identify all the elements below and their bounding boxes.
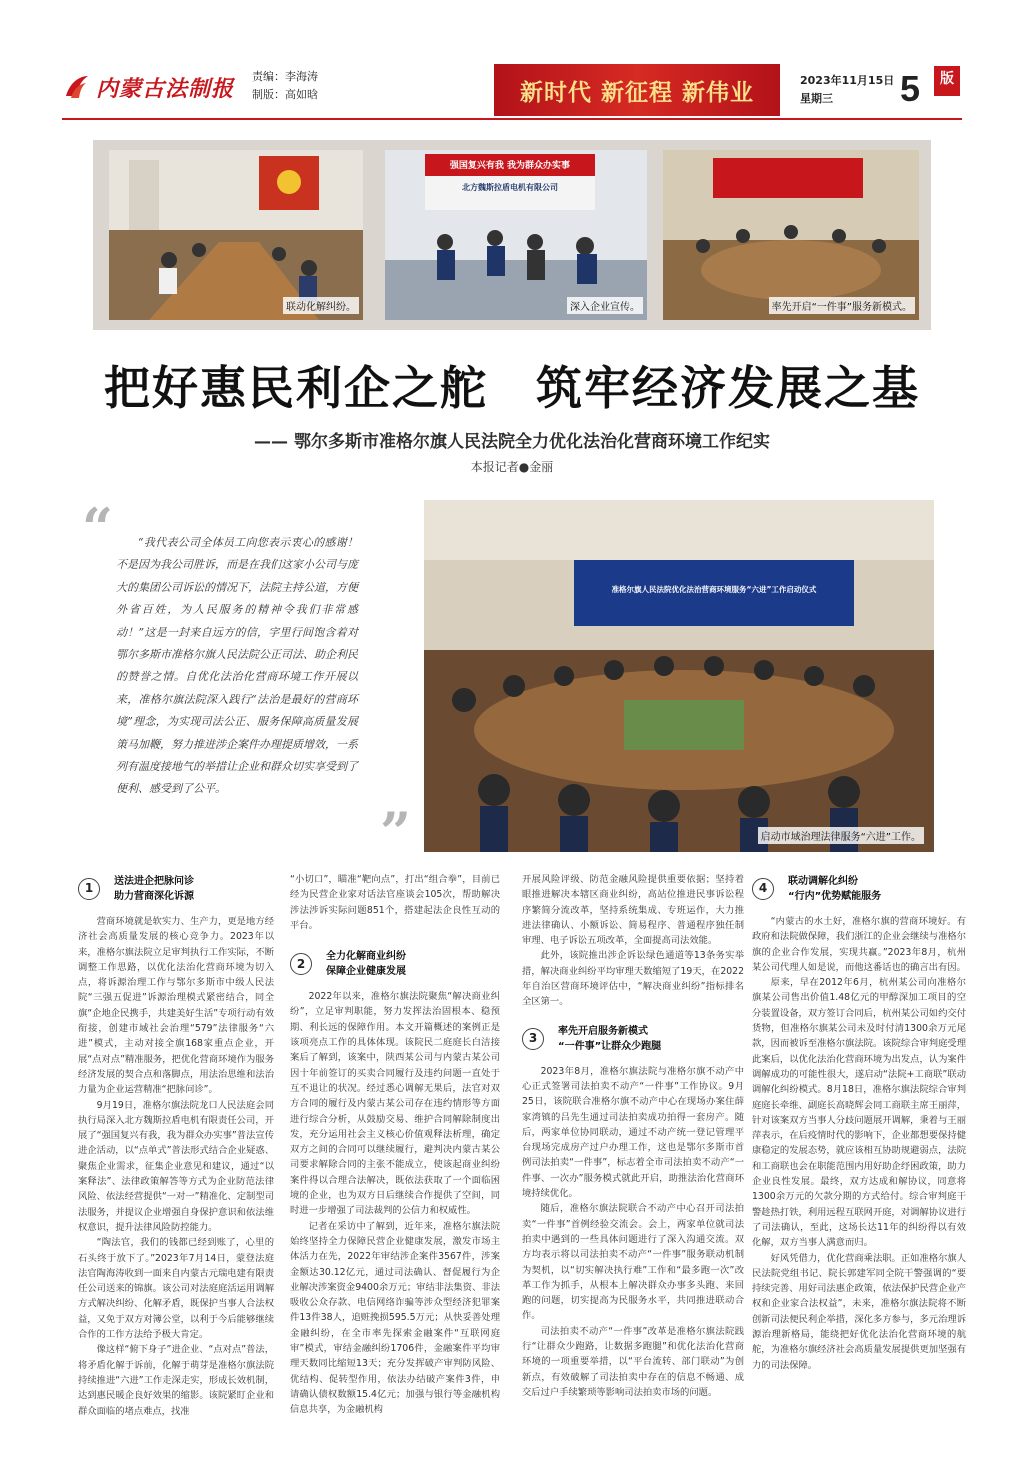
- page-number-block: [896, 66, 960, 114]
- paragraph: 司法拍卖不动产“一件事”改革是准格尔旗法院践行“让群众少跑路，让数据多跑腿”和优化法治化营商环境的一项重要举措，以“平台流转、部门联动”为创新点，有效破解了司法拍卖中存在的信息不畅通、成交后过户手续繁琐等影响司法拍卖市场的问题。: [522, 1325, 744, 1398]
- company-name: 北方魏斯拉盾电机有限公司: [462, 183, 558, 192]
- photo-caption: 率先开启“一件事”服务新模式。: [769, 297, 915, 314]
- page-number: 5: [900, 68, 921, 109]
- page-label: 版: [934, 66, 960, 96]
- section-title: 率先开启服务新模式 “一件事”让群众少跑腿: [558, 1025, 662, 1052]
- paragraph: “小切口”，瞄准“靶向点”，打出“组合拳”，目前已经为民营企业家对话法官座谈会105次，帮助解决涉法涉诉实际问题851个，搭建起法企良性互动的平台。: [290, 874, 500, 931]
- article-headline: 把好惠民利企之舵 筑牢经济发展之基: [104, 361, 920, 415]
- paragraph: 记者在采访中了解到，近年来，准格尔旗法院始终坚持全力保障民营企业健康发展，激发市场主体活力在先，2022年审结涉企案件3567件，涉案金额达30.12亿元，通过司法确认、督促履行为企业解决涉案资金9400余万元；审结非法集资、非法吸收公众存款、电信网络诈骗等涉众型经济犯罪案件13件38人，追赃挽损595.5万元；从快妥善处理金融纠纷，在全市率先探索金融案件“互联网庭审”模式，审结金融纠纷1706件，金融案件平均审理天数同比缩短13天；充分发挥破产审判防风险、优结构、促转型作用，依法办结破产案件3件，申请确认债权数额15.4亿元；加强与银行等金融机构信息共享，为金融机构: [290, 1220, 500, 1416]
- section-heading-1: [78, 872, 274, 914]
- paragraph: 9月19日，准格尔旗法院龙口人民法庭会同执行局深入北方魏斯拉盾电机有限责任公司，开展了“强国复兴有我，我为群众办实事”普法宣传进企活动，以“点单式”普法形式结合企业疑惑、聚焦企业需求，征集企业意见和建议，通过“以案释法”、法律政策解答等方式为企业防范法律风险、依法经营提供“一对一”精准化、定制型司法服务，并提议企业增强自身保护意识和依法维权意识，提升法律风险防控能力。: [78, 1099, 274, 1233]
- main-photo-caption: 启动市域治理法律服务“六进”工作。: [758, 827, 924, 844]
- paragraph: 此外，该院推出涉企诉讼绿色通道等13条务实举措，解决商业纠纷平均审理天数缩短了19天，在2022年自治区营商环境评估中，“解决商业纠纷”指标排名全区第一。: [522, 950, 744, 1008]
- section-heading-3: [522, 1022, 744, 1064]
- editor-credits: [252, 68, 318, 104]
- section-number: 2: [290, 953, 312, 975]
- paragraph: 2023年8月，准格尔旗法院与准格尔旗不动产中心正式签署司法拍卖不动产“一件事”工作协议。9月25日，该院联合准格尔旗不动产中心在现场办案住薛家湾镇的吕先生通过司法拍卖成功拍得一套房产。随后，两家单位协同联动，通过不动产统一登记管理平台现场完成房产过户办理工作，这也是鄂尔多斯市首例司法拍卖“一件事”，标志着全市司法拍卖不动产“一件事、一次办”服务模式就此开启，助推法治化营商环境持续优化。: [522, 1065, 744, 1200]
- layout-editor-line: 制版：高如晗: [252, 88, 318, 101]
- column-3: [522, 872, 744, 1462]
- paragraph: 随后，准格尔旗法院联合不动产中心召开司法拍卖“一件事”首例经验交流会。会上，两家单位就司法拍卖中遇到的一些具体问题进行了深入沟通交流。双方均表示将以司法拍卖不动产“一件事”服务联动机制为契机，以“切实解决执行难”工作和“最多跑一次”改革工作为抓手，从根本上解决群众办事多头跑、来回跑的问题，切实提高为民服务水平，共同推进联动合作。: [522, 1203, 744, 1322]
- issue-date: [800, 72, 894, 108]
- launch-ceremony-image: [424, 500, 934, 852]
- banner-slogan: 强国复兴有我 我为群众办实事: [449, 161, 571, 171]
- header-rule: [62, 118, 962, 120]
- paragraph: 原来，早在2012年6月，杭州某公司向准格尔旗某公司售出价值1.48亿元的甲醇深加工项目的空分装置设备，双方签订合同后，杭州某公司如约交付货物，但准格尔旗某公司未及时付清1300余万元尾款，因而被诉至准格尔旗法院。该院综合审判庭受理此案后，以优化法治化营商环境为出发点，认为案件调解成功的可能性很大，遂启动“法院+工商联”联动调解化纠纷模式。8月18日，准格尔旗法院综合审判庭庭长牵维、副庭长高晓辉会同工商联主席王丽萍，针对该案双方当事人分歧问题展开调解，秉着与王丽萍表示，在后疫情时代的影响下，企业都想要保持健康稳定的发展态势，就应该相互协助规避弱点，法院和工商联也会在职能范围内用好助企纾困政策，助力企业良性发展。最终，双方达成和解协议，同意将1300余万元的欠款分期的方式给付。综合审判庭干警趁热打铁，利用远程互联网开庭，对调解协议进行了司法确认，至此，这场长达11年的纠纷得以有效化解，双方当事人满意而归。: [752, 977, 966, 1249]
- newspaper-logo-icon: [62, 72, 92, 102]
- enterprise-visit-image: [385, 150, 647, 320]
- photo-caption: 联动化解纠纷。: [283, 297, 359, 314]
- column-4: [752, 872, 966, 1462]
- section-heading-4: [752, 872, 966, 914]
- section-title: 联动调解化纠纷 “行内”优势赋能服务: [788, 876, 882, 902]
- section-heading-2: [290, 947, 500, 989]
- paragraph: “内蒙古的水土好，准格尔旗的营商环境好。有政府和法院做保障，我们浙江的企业会继续与准格尔旗的企业合作发展，实现共赢。”2023年8月，杭州某公司代理人如是说，而他这番话也的确言出有因。: [752, 916, 966, 973]
- section-banner-text: 新时代 新征程 新伟业: [519, 78, 754, 106]
- paragraph: 2022年以来，准格尔旗法院聚焦“解决商业纠纷”，立足审判职能，努力发挥法治固根本、稳预期、利长远的保障作用。本文开篇概述的案例正是该项亮点工作的具体体现。该院民二庭庭长白洁接案后了解到，该案中，陕西某公司与内蒙古某公司因十年前签订的买卖合同履行及违约问题一直处于互不退让的状况。经过悉心调解无果后，法官对双方合同的履行及内蒙古某公司存在违约情形等方面进行综合分析，从鼓励交易、维护合同解除制度出发，充分运用社会主义核心价值观释法析理，确定双方之间的合同可以继续履行，避判决内蒙古某公司要求解除合同的主张不能成立，使该起商业纠纷案件得以合理合法解决，既依法获取了一个面临困境的企业，也为双方日后继续合作提供了空间，同时进一步增强了司法裁判的公信力和权威性。: [290, 991, 500, 1217]
- paragraph: “陶法官，我们的钱都已经到账了，心里的石头终于放下了。”2023年7月14日，蒙登法庭法官陶海涛收到一面来自内蒙古元瑞电建有限责任公司送来的锦旗。该公司对法庭庭活运用调解方式解决纠纷、化解矛盾，既保护当事人合法权益，又免于双方对簿公堂，以利于今后能够继续合作的工作方法给予极大肯定。: [78, 1237, 274, 1341]
- paragraph: 好风凭借力，优化营商乘法职。正如准格尔旗人民法院党组书记、院长郭建军同全院干警强调的“要持续完善、用好司法惠企政策，依法保护民营企业产权和企业家合法权益”，未来，准格尔旗法院将不断创新司法便民利企举措，深化多方参与，多元治理诉源治理新格局，能绕把好优化法治化营商环境的航舵，为准格尔旗经济社会高质量发展提供更加坚强有力的司法保障。: [752, 1252, 966, 1371]
- open-quote-mark: “: [82, 496, 114, 560]
- column-2: [290, 872, 500, 1462]
- section-number: 1: [78, 878, 100, 900]
- article-subheadline: —— 鄂尔多斯市准格尔旗人民法院全力优化法治化营商环境工作纪实: [254, 432, 770, 452]
- paragraph: 像这样“俯下身子”进企业、“点对点”普法，将矛盾化解于诉前，化解于萌芽是准格尔旗法院持续推进“六进”工作走深走实，形成长效机制，达到惠民暖企良好效果的缩影。该院紧盯企业和群众面临的堵点难点，找准: [78, 1344, 274, 1417]
- ceremony-banner-text: 准格尔旗人民法院优化法治营商环境服务“六进”工作启动仪式: [611, 585, 817, 594]
- service-meeting-image: [663, 150, 919, 320]
- section-number: 4: [752, 878, 774, 900]
- photo-enterprise-visit: [385, 150, 647, 320]
- paragraph: 开展风险评级、防范金融风险提供重要依据；坚持着眼推进解决本辖区商业纠纷，高站位推进民事诉讼程序繁简分流改革，坚持系统集成、专班运作，大力推进法律确认、小额诉讼、简易程序、普通程序独任制审理、电子诉讼五项改革，全面提高司法效能。: [522, 874, 744, 947]
- photo-one-thing-service: [663, 150, 919, 320]
- meeting-room-image: [109, 150, 363, 320]
- editor-line: 责编：李海涛: [252, 70, 318, 83]
- section-number: 3: [522, 1028, 544, 1050]
- masthead: [62, 66, 242, 110]
- date-text: 2023年11月15日: [800, 74, 895, 87]
- section-title: 送法进企把脉问诊 助力营商深化诉源: [114, 876, 194, 902]
- article-byline: 本报记者●金丽: [470, 460, 554, 474]
- section-title: 全力化解商业纠纷 保障企业健康发展: [326, 951, 406, 978]
- lead-quote: “我代表公司全体员工向您表示衷心的感谢！不是因为我公司胜诉，而是在我们这家小公司与庞大的集团公司诉讼的情况下，法院主持公道，方便外省百姓，为人民服务的精神令我们非常感动！”这是一封来自远方的信，字里行间饱含着对鄂尔多斯市准格尔旗人民法院公正司法、助企利民的赞誉之情。自优化法治化营商环境工作开展以来，准格尔旗法院深入践行“法治是最好的营商环境”理念，为实现司法公正、服务保障高质量发展策马加鞭，努力推进涉企案件办理提质增效，一系列有温度接地气的举措让企业和群众切实享受到了便利、感受到了公平。: [116, 536, 358, 796]
- close-quote-mark: ”: [380, 800, 412, 864]
- main-photo: [424, 500, 934, 852]
- photo-mediation: [109, 150, 363, 320]
- photo-caption: 深入企业宣传。: [567, 297, 643, 314]
- newspaper-name: 内蒙古法制报: [96, 76, 235, 102]
- photo-strip: [93, 140, 931, 330]
- paragraph: 营商环境就是软实力、生产力，更是地方经济社会高质量发展的核心竞争力。2023年以来，准格尔旗法院立足审判执行工作实际，不断调整工作思路，以优化法治化营商环境为切入点，将诉源治理工作与鄂尔多斯市中级人民法院“三强五促进”诉源治理模式紧密结合，同全旗“企地企民携手，共建美好生活”专项行动有效衔接，创建市域社会治理“579”法律服务“六进”模式，主动对接全旗168家重点企业，开展“点对点”精准服务，把优化营商环境作为服务经济发展的契合点和落脚点，用法治思维和法治力量为企业运营精准“把脉问诊”。: [78, 916, 274, 1096]
- section-banner: [494, 64, 780, 116]
- weekday-text: 星期三: [800, 92, 833, 105]
- column-1: [78, 872, 274, 1462]
